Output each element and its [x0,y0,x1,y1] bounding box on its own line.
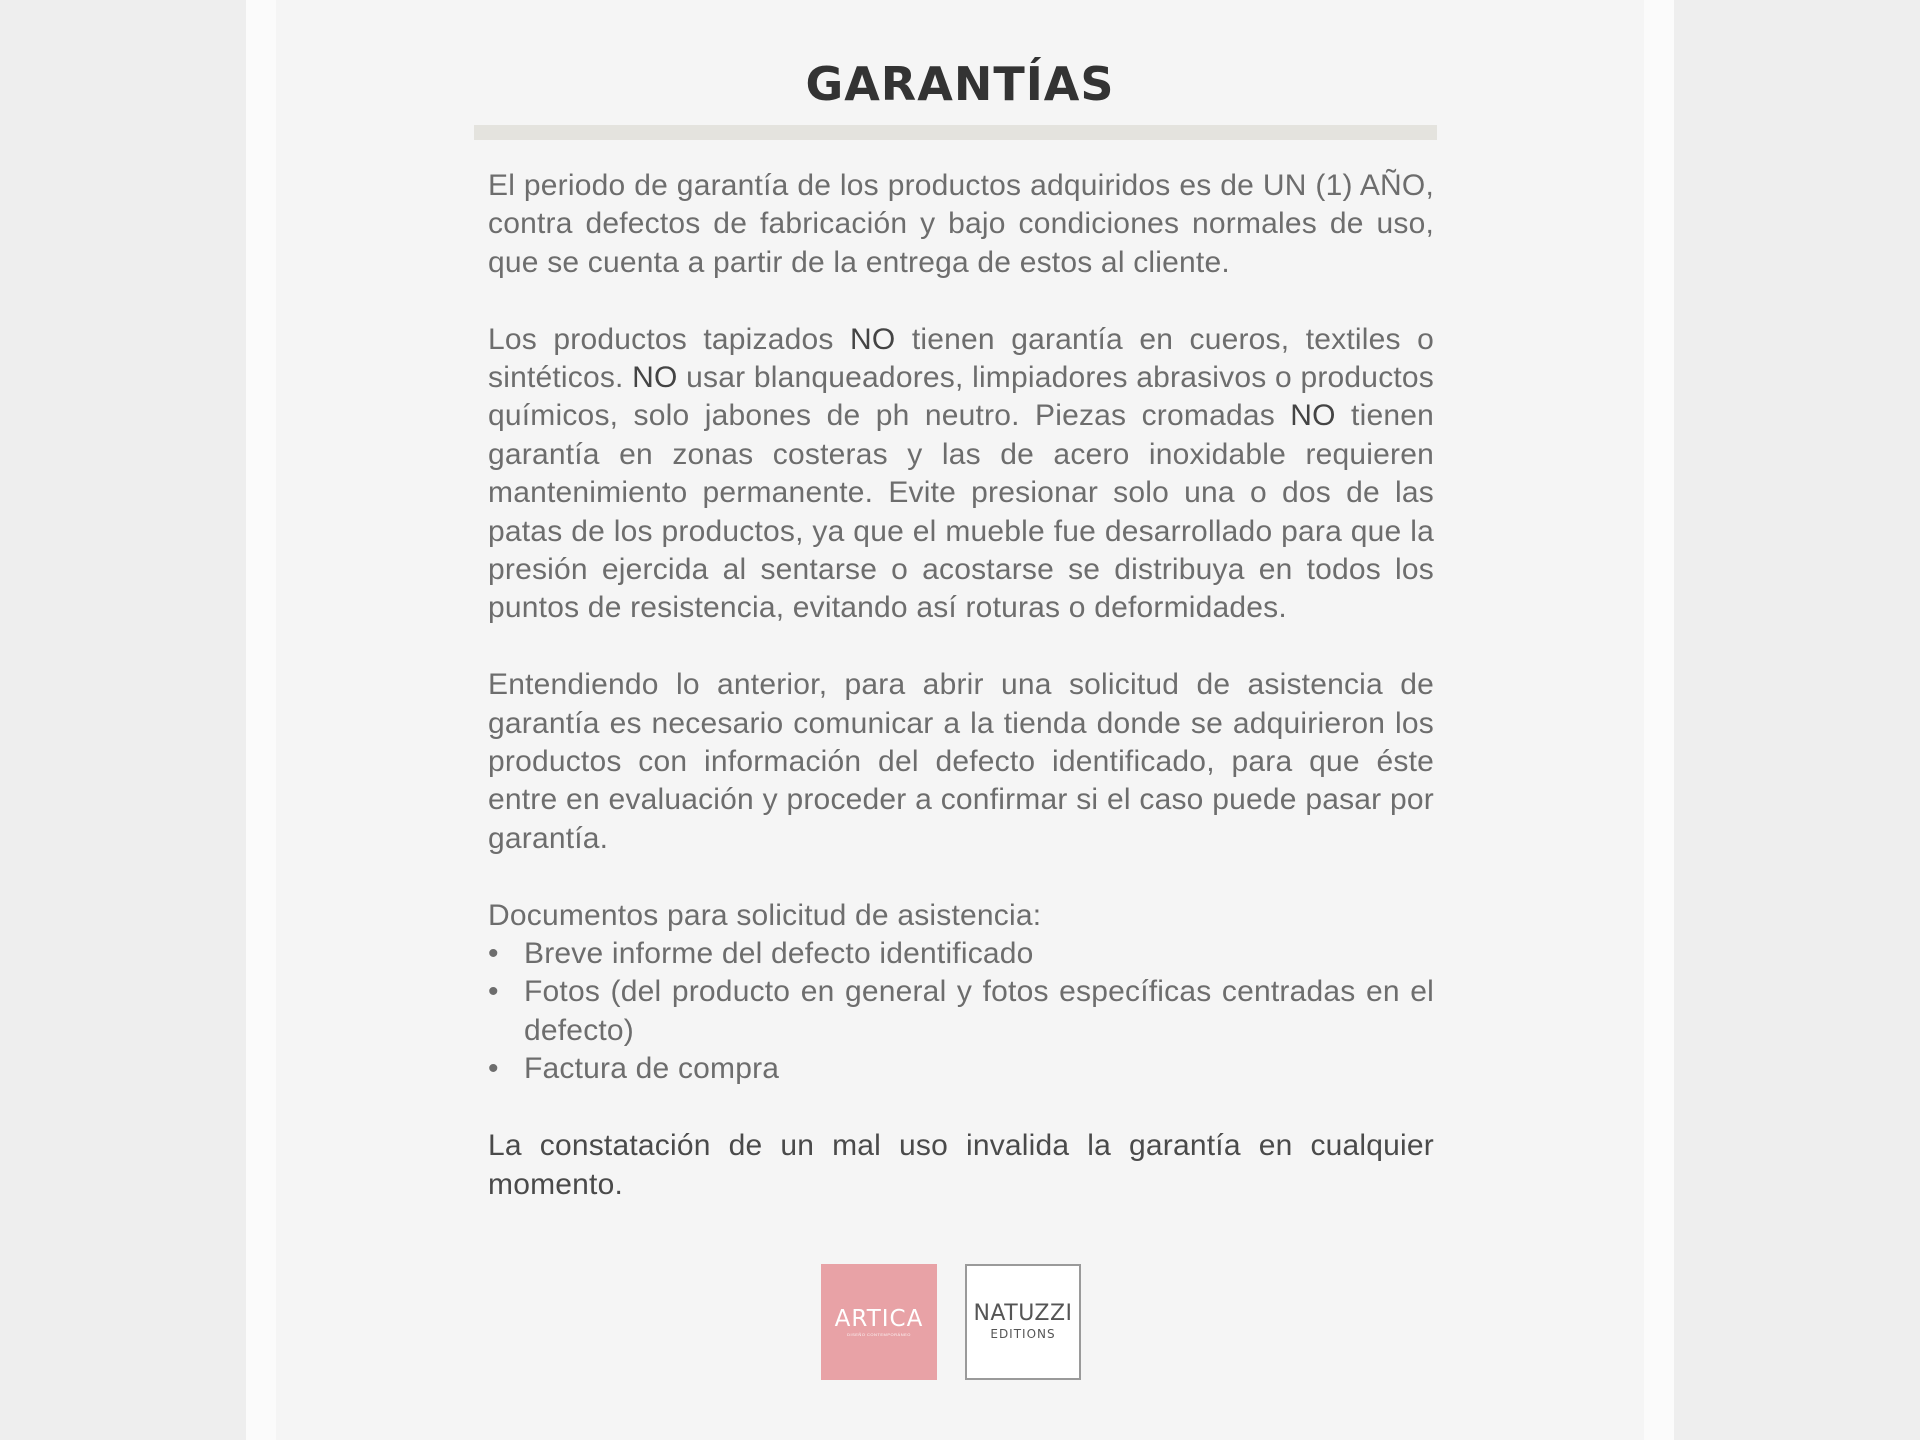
documents-heading: Documentos para solicitud de asistencia: [488,898,1042,932]
upholstery-conditions-paragraph [488,321,1434,628]
natuzzi-logo [965,1264,1081,1380]
list-item: • Fotos (del producto en general y fotos específicas centradas en el defecto) [488,973,1434,1050]
warranty-period-paragraph: El periodo de garantía de los productos adquiridos es de UN (1) AÑO, contra defectos de fabricación y bajo condiciones normales de uso, que se cuenta a partir de la entrega de estos al cliente. [488,169,1434,279]
natuzzi-logo-subtitle: EDITIONS [990,1327,1056,1341]
left-gutter [246,0,276,1440]
claim-procedure-paragraph: Entendiendo lo anterior, para abrir una solicitud de asistencia de garantía es necesario comunicar a la tienda donde se adquirieron los productos con información del defecto identificado, para que éste entre en evaluación y proceder a confirmar si el caso puede pasar por garantía. [488,668,1434,855]
conditions-text-4: tienen garantía en zonas costeras y las de acero inoxidable requieren mantenimiento permanente. Evite presionar solo una o dos de las patas de los productos, ya que el mueble fue desarrollado para que la presión ejercida al sentarse o acostarse se distribuya en todos los puntos de resistencia, evitando así roturas o deformidades. [488,399,1434,625]
artica-logo-name: ARTICA [834,1306,924,1332]
title-divider [474,125,1437,140]
page-title: GARANTÍAS [805,57,1115,111]
natuzzi-logo-name: NATUZZI [973,1301,1073,1326]
warranty-content [488,167,1434,1242]
conditions-text-2: tienen garantía en cueros, textiles o sintéticos. [488,322,1434,395]
misuse-warning: La constatación de un mal uso invalida la garantía en cualquier momento. [488,1129,1434,1201]
list-item: • Factura de compra [488,1050,1434,1088]
list-item: • Breve informe del defecto identificado [488,935,1434,973]
conditions-text-1: Los productos tapizados [488,322,851,356]
no-emphasis-3: NO [1290,399,1336,433]
artica-logo-tagline: DISEÑO CONTEMPORÁNEO [847,1332,911,1337]
left-margin [0,0,246,1440]
right-margin [1674,0,1920,1440]
documents-list [488,935,1434,1089]
document-page [276,0,1644,1440]
conditions-text-3: usar blanqueadores, limpiadores abrasivos o productos químicos, solo jabones de ph neutro. Piezas cromadas [488,361,1435,433]
no-emphasis-2: NO [632,361,678,395]
artica-logo [821,1264,937,1380]
no-emphasis-1: NO [850,322,896,356]
right-gutter [1644,0,1674,1440]
